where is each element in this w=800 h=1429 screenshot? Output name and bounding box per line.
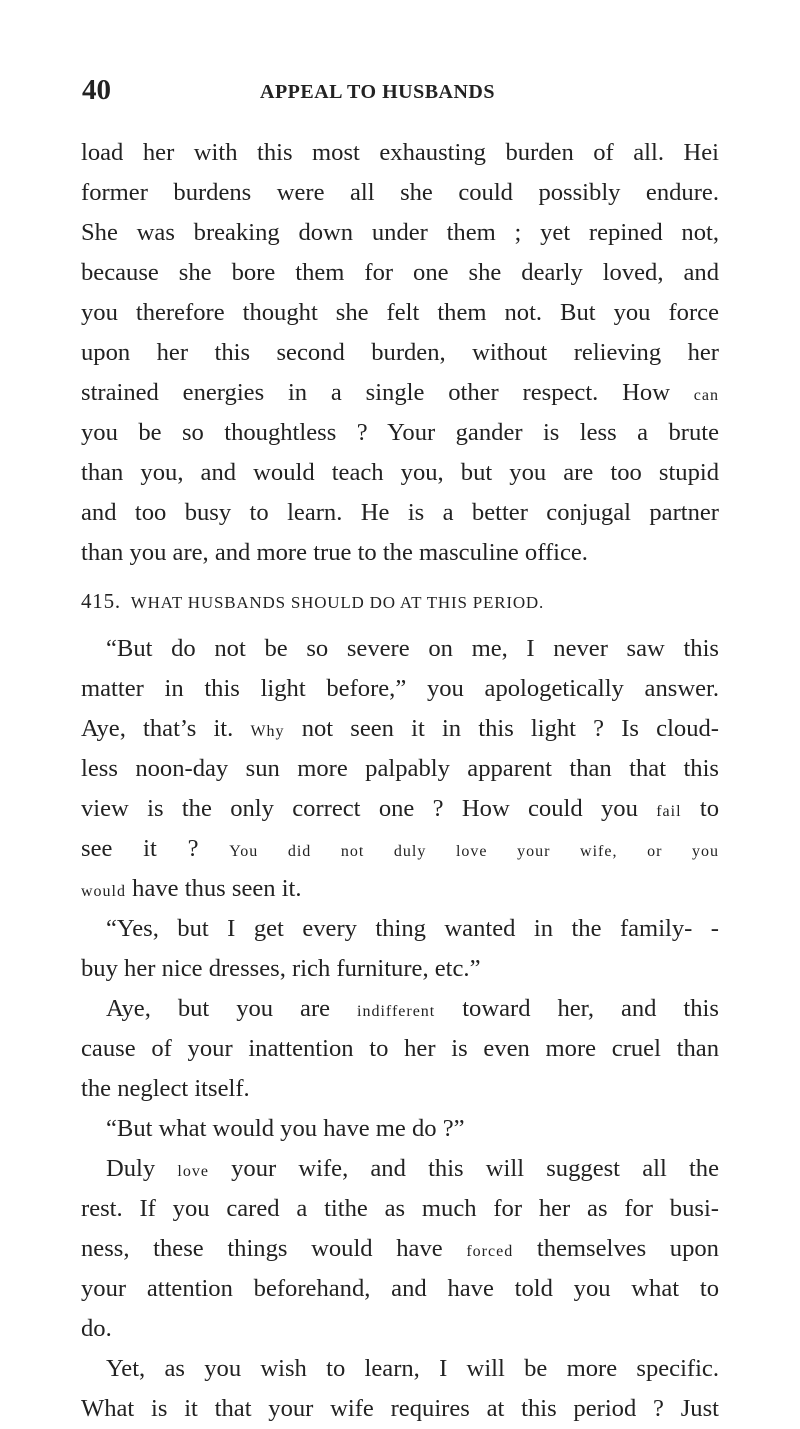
text-line: and too busy to learn. He is a better conjugal partner (81, 499, 719, 526)
text-line: Aye, that’s it. Why not seen it in this light ? Is cloud- (81, 715, 719, 742)
text-line: do. (81, 1315, 112, 1342)
section-heading (81, 581, 719, 621)
text-line: would have thus seen it. (81, 875, 302, 902)
text-line: load her with this most exhausting burden of all. Hei (81, 139, 719, 166)
text-line: less noon-day sun more palpably apparent than that this (81, 755, 719, 782)
text-line: than you, and would teach you, but you are too stupid (81, 459, 719, 486)
text-line: She was breaking down under them ; yet repined not, (81, 219, 719, 246)
paragraph (81, 909, 719, 989)
text-line: “But what would you have me do ?” (106, 1115, 465, 1142)
paragraph (81, 1149, 719, 1349)
text-line: What is it that your wife requires at this period ? Just (81, 1395, 719, 1422)
page-number: 40 (82, 74, 111, 106)
page-header (82, 74, 718, 114)
body-text (81, 133, 719, 1429)
text-line: “But do not be so severe on me, I never saw this (106, 635, 719, 662)
text-line: than you are, and more true to the masculine office. (81, 539, 588, 566)
text-line: Yet, as you wish to learn, I will be more specific. (106, 1355, 719, 1382)
section-title: WHAT HUSBANDS SHOULD DO AT THIS PERIOD. (130, 593, 545, 612)
paragraph (81, 133, 719, 573)
paragraph (81, 1349, 719, 1429)
text-line: the neglect itself. (81, 1075, 250, 1102)
text-line: cause of your inattention to her is even more cruel than (81, 1035, 719, 1062)
text-line: see it ? You did not duly love your wife, or you (81, 835, 719, 862)
text-line: Duly love your wife, and this will suggest all the (106, 1155, 719, 1182)
text-line: rest. If you cared a tithe as much for her as for busi- (81, 1195, 719, 1222)
text-line: view is the only correct one ? How could you fail to (81, 795, 719, 822)
text-line: you be so thoughtless ? Your gander is less a brute (81, 419, 719, 446)
paragraph (81, 989, 719, 1109)
text-line: former burdens were all she could possibly endure. (81, 179, 719, 206)
text-line: ness, these things would have forced themselves upon (81, 1235, 719, 1262)
text-line: because she bore them for one she dearly loved, and (81, 259, 719, 286)
text-line: buy her nice dresses, rich furniture, etc.” (81, 955, 481, 982)
section-number: 415. (81, 589, 121, 613)
text-line: you therefore thought she felt them not. But you force (81, 299, 719, 326)
text-line: strained energies in a single other respect. How can (81, 379, 719, 406)
text-line: Aye, but you are indifferent toward her, and this (106, 995, 719, 1022)
paragraph (81, 1109, 719, 1149)
text-line: matter in this light before,” you apologetically answer. (81, 675, 719, 702)
text-line: your attention beforehand, and have told you what to (81, 1275, 719, 1302)
text-line: upon her this second burden, without relieving her (81, 339, 719, 366)
running-head: APPEAL TO HUSBANDS (260, 81, 495, 103)
text-line: “Yes, but I get every thing wanted in the family- - (106, 915, 719, 942)
paragraph (81, 629, 719, 909)
